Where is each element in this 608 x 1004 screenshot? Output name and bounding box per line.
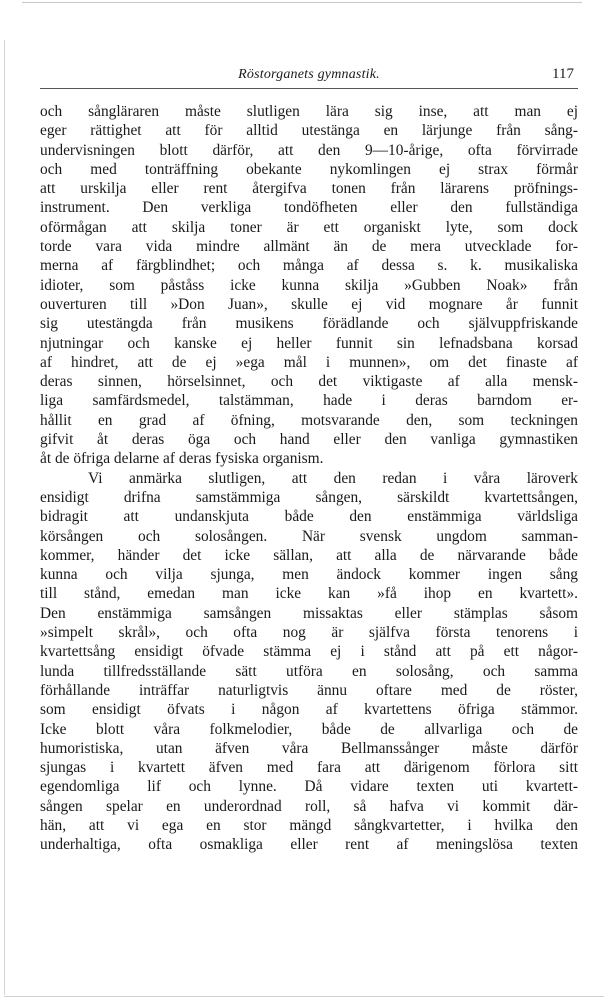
text-line: humoristiska, utan äfven våra Bellmanssånger måste därför	[40, 739, 578, 757]
text-line: njutningar och kanske ej heller funnit sin lefnadsbana korsad	[40, 334, 578, 352]
text-line: sången spelar en underordnad roll, så hafva vi kommit där-	[40, 797, 578, 815]
text-line: liga samfärdsmedel, talstämman, hade i deras barndom er-	[40, 392, 578, 410]
text-line: kunna och vilja sjunga, men ändock kommer ingen sång	[40, 566, 578, 584]
text-line: ensidigt drifna samstämmiga sången, särskildt kvartettsången,	[40, 488, 578, 506]
body-text	[40, 102, 578, 855]
text-line: idioter, som påståss icke kunna skilja »Gubben Noak» från	[40, 276, 578, 294]
page-header	[40, 64, 578, 89]
text-line: kommer, händer det icke sällan, att alla de närvarande både	[40, 546, 578, 564]
text-line: Vi anmärka slutligen, att den redan i våra läroverk	[88, 469, 578, 487]
text-line: oförmågan att skilja toner är ett organiskt lyte, som dock	[40, 218, 578, 236]
paragraph-2	[40, 469, 578, 855]
text-line: Den enstämmiga samsången missaktas eller stämplas såsom	[40, 604, 578, 622]
text-line: »simpelt skrål», och ofta nog är själfva första tenorens i	[40, 624, 578, 642]
text-line: till stånd, emedan man icke kan »få ihop en kvartett».	[40, 585, 578, 603]
text-line: att urskilja eller rent återgifva tonen från lärarens pröfnings-	[40, 180, 578, 198]
text-line: åt de öfriga delarne af deras fysiska organism.	[40, 450, 324, 468]
text-line: egendomliga lif och lynne. Då vidare texten uti kvartett-	[40, 778, 578, 796]
text-line: merna af färgblindhet; och många af dessa s. k. musikaliska	[40, 257, 578, 275]
scan-left-edge	[4, 40, 5, 995]
text-line: kvartettsång ensidigt öfvade stämma ej i stånd att på ett någor-	[40, 643, 578, 661]
text-line: torde vara vida mindre allmänt än de mera utvecklade for-	[40, 238, 578, 256]
text-line: körsången och solosången. När svensk ungdom samman-	[40, 527, 578, 545]
scan-top-edge	[22, 2, 582, 3]
text-line: undervisningen blott därför, att den 9—10-årige, ofta förvirrade	[40, 141, 578, 159]
text-line: Icke blott våra folkmelodier, både de allvarliga och de	[40, 720, 578, 738]
text-line: lunda tillfredsställande sätt utföra en solosång, och samma	[40, 662, 578, 680]
text-line: eger rättighet att för alltid utestänga en lärjunge från sång-	[40, 122, 578, 140]
text-line: sjungas i kvartett äfven med fara att därigenom förlora sitt	[40, 759, 578, 777]
text-line: förhållande inträffar naturligtvis ännu oftare med de röster,	[40, 681, 578, 699]
text-line: underhaltiga, ofta osmakliga eller rent af meningslösa texten	[40, 836, 578, 854]
text-line: bidragit att undanskjuta både den enstämmiga världsliga	[40, 508, 578, 526]
text-line: instrument. Den verkliga tondöfheten eller den fullständiga	[40, 199, 578, 217]
text-line: hållit en grad af öfning, motsvarande den, som teckningen	[40, 411, 578, 429]
text-line: deras sinnen, hörselsinnet, och det viktigaste af alla mensk-	[40, 373, 578, 391]
text-line: af hindret, att de ej »ega mål i munnen», om det finaste af	[40, 353, 578, 371]
text-line: och sångläraren måste slutligen lära sig inse, att man ej	[40, 103, 578, 120]
page-number: 117	[552, 66, 574, 82]
text-line: ouverturen till »Don Juan», skulle ej vid mognare år funnit	[40, 295, 578, 313]
text-line: som ensidigt öfvats i någon af kvartettens öfriga stämmor.	[40, 701, 578, 719]
text-line: och med tonträffning obekante nykomlingen ej strax förmår	[40, 160, 578, 178]
running-head: Röstorganets gymnastik.	[238, 67, 380, 82]
paragraph-1	[40, 102, 578, 469]
text-line: gifvit åt deras öga och hand eller den vanliga gymnastiken	[40, 431, 578, 449]
text-line: sig utestängda från musikens förädlande och självuppfriskande	[40, 315, 578, 333]
scan-bottom-edge	[4, 996, 604, 997]
text-line: hän, att vi ega en stor mängd sångkvartetter, i hvilka den	[40, 816, 578, 834]
